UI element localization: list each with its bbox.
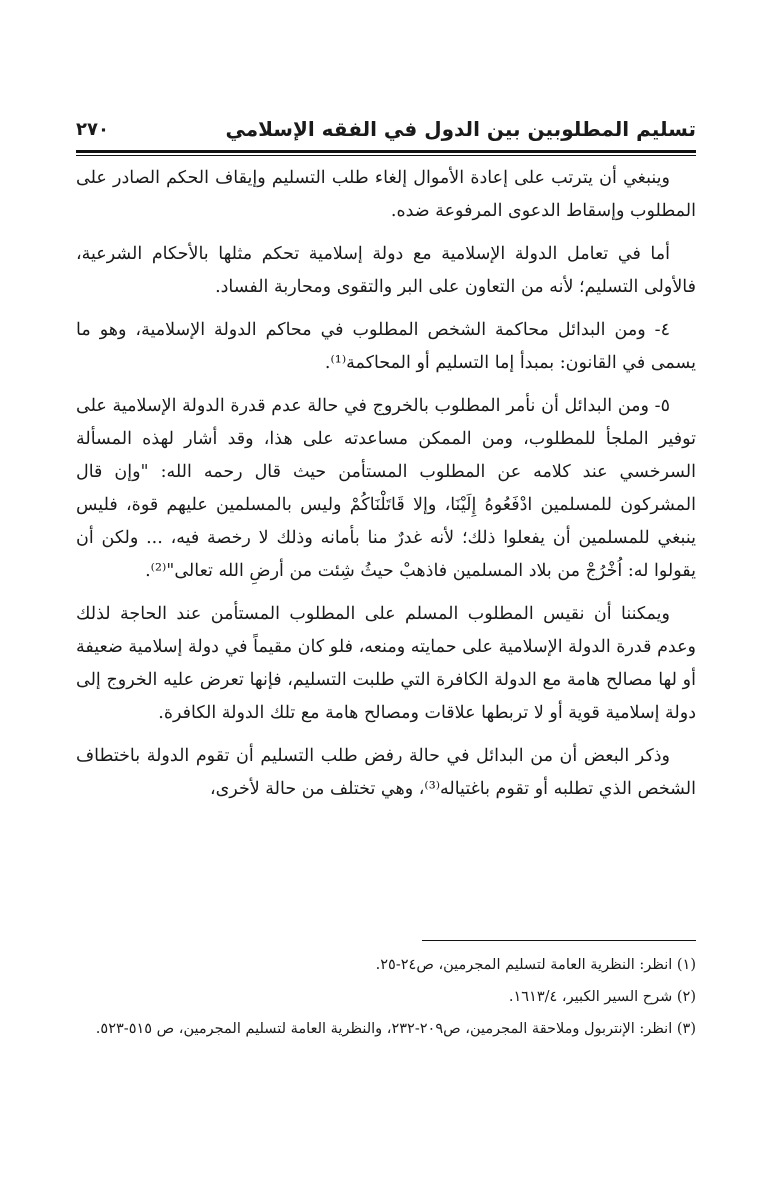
paragraph: ويمكننا أن نقيس المطلوب المسلم على المطلوب المستأمن عند الحاجة لذلك وعدم قدرة الدولة الإسلامية على حمايته ومنعه، فلو كان مقيماً في دولة إسلامية ضعيفة أو لها مصالح هامة مع الدولة الكافرة التي طلبت التسليم، فإنها تعرض عليه الخروج إلى دولة إسلامية قوية أو لا تربطها علاقات ومصالح هامة مع تلك الدولة الكافرة.	[76, 604, 696, 723]
footnote: (٣) انظر: الإنتربول وملاحقة المجرمين، ص٢٠٩-٢٣٢، والنظرية العامة لتسليم المجرمين، ص ٥١٥-٥٢٣.	[95, 1021, 696, 1037]
header-rule-thin	[76, 155, 696, 156]
paragraph: ٤- ومن البدائل محاكمة الشخص المطلوب في محاكم الدولة الإسلامية، وهو ما يسمى في القانون: بمبدأ إما التسليم أو المحاكمة⁽¹⁾.	[76, 320, 696, 373]
paragraph: أما في تعامل الدولة الإسلامية مع دولة إسلامية تحكم مثلها بالأحكام الشرعية، فالأولى التسليم؛ لأنه من التعاون على البر والتقوى ومحاربة الفساد.	[76, 244, 696, 297]
paragraph: وينبغي أن يترتب على إعادة الأموال إلغاء طلب التسليم وإيقاف الحكم الصادر على المطلوب وإسقاط الدعوى المرفوعة ضده.	[76, 168, 696, 221]
footnote-separator	[422, 940, 696, 941]
footnote: (١) انظر: النظرية العامة لتسليم المجرمين، ص٢٤-٢٥.	[375, 957, 696, 973]
paragraph: ٥- ومن البدائل أن نأمر المطلوب بالخروج في حالة عدم قدرة الدولة الإسلامية على توفير الملجأ للمطلوب، ومن الممكن مساعدته على هذا، وقد أشار لهذه المسألة السرخسي عند كلامه عن المطلوب المستأمن حيث قال رحمه الله: "وإن قال المشركون للمسلمين ادْفَعُوهُ إِلَيْنَا، وإلا قَاتَلْنَاكُمْ وليس بالمسلمين عليهم قوة، فليس ينبغي للمسلمين أن يفعلوا ذلك؛ لأنه غدرٌ منا بأمانه وذلك لا رخصة فيه، ... ولكن أن يقولوا له: اُخْرُجْ من بلاد المسلمين فاذهبْ حيثُ شِئت من أرضِ الله تعالى"⁽²⁾.	[76, 396, 696, 581]
header-title: تسليم المطلوبين بين الدول في الفقه الإسلامي	[225, 117, 696, 141]
body-text	[76, 162, 696, 816]
paragraph: وذكر البعض أن من البدائل في حالة رفض طلب التسليم أن تقوم الدولة باختطاف الشخص الذي تطلبه أو تقوم باغتياله⁽³⁾، وهي تختلف من حالة لأخرى،	[76, 746, 696, 799]
header-rule	[76, 150, 696, 153]
footnote: (٢) شرح السير الكبير، ١٦١٣/٤.	[508, 989, 696, 1005]
footnotes	[76, 950, 696, 1046]
running-header	[76, 112, 696, 146]
page-number: ٢٧٠	[76, 118, 109, 140]
